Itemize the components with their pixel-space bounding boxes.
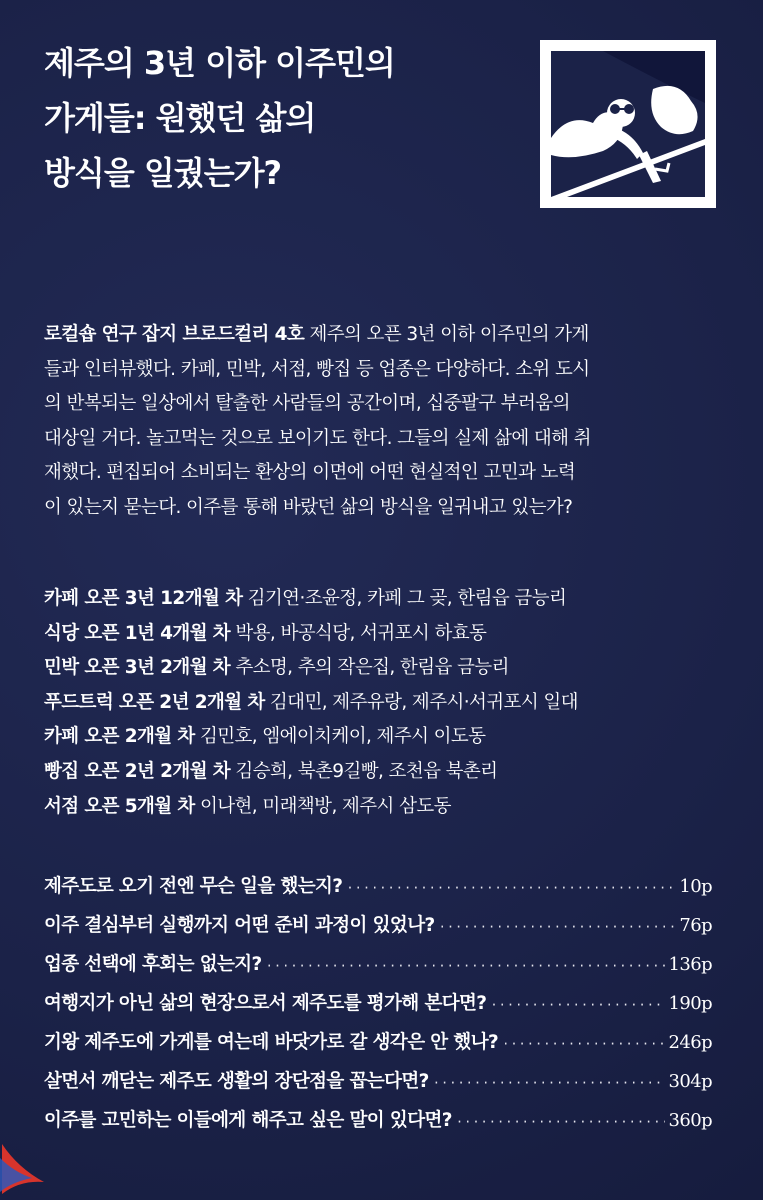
cover-illustration xyxy=(540,40,716,208)
running-figure-illustration xyxy=(543,43,713,205)
shop-item xyxy=(44,651,716,686)
toc-entry xyxy=(44,907,712,946)
title-line: 가게들: 원했던 삶의 xyxy=(44,99,316,137)
toc-leader-dots xyxy=(433,1064,665,1102)
toc-leader-dots xyxy=(490,986,664,1024)
shop-label: 푸드트럭 오픈 2년 2개월 차 xyxy=(44,691,265,713)
shop-detail: 김대민, 제주유랑, 제주시·서귀포시 일대 xyxy=(264,691,578,713)
shop-item xyxy=(44,755,716,790)
toc-entry xyxy=(44,1102,712,1141)
intro-line: 의 반복되는 일상에서 탈출한 사람들의 공간이며, 십중팔구 부러움의 xyxy=(44,393,570,414)
shop-label: 민박 오픈 3년 2개월 차 xyxy=(44,657,231,679)
toc-page-number: 360p xyxy=(668,1110,712,1131)
shop-detail: 김기연·조윤정, 카페 그 곶, 한림읍 금능리 xyxy=(242,588,567,609)
shop-item xyxy=(44,720,716,755)
watermark-swoosh-icon xyxy=(0,1138,46,1196)
toc-page-number: 76p xyxy=(679,915,712,936)
intro-line: 들과 인터뷰했다. 카페, 민박, 서점, 빵집 등 업종은 다양하다. 소위 도시 xyxy=(44,358,590,380)
intro-line: 재했다. 편집되어 소비되는 환상의 이면에 어떤 현실적인 고민과 노력 xyxy=(44,462,576,483)
toc-entry xyxy=(44,1063,712,1102)
toc-leader-dots xyxy=(502,1025,664,1063)
shop-detail: 이나현, 미래책방, 제주시 삼도동 xyxy=(194,795,451,817)
shop-item xyxy=(44,617,716,652)
shop-item xyxy=(44,686,716,721)
toc-page-number: 10p xyxy=(679,876,712,897)
toc-entry xyxy=(44,946,712,985)
toc-question: 제주도로 오기 전엔 무슨 일을 했는지? xyxy=(44,876,343,897)
table-of-contents xyxy=(44,868,712,1141)
intro-line: 이 있는지 묻는다. 이주를 통해 바랐던 삶의 방식을 일궈내고 있는가? xyxy=(44,496,573,518)
toc-entry xyxy=(44,985,712,1024)
intro-line: 대상일 거다. 놀고먹는 것으로 보이기도 한다. 그들의 실제 삶에 대해 취 xyxy=(44,427,591,449)
toc-leader-dots xyxy=(346,869,675,907)
shop-label: 카페 오픈 2개월 차 xyxy=(44,726,195,748)
intro-paragraph xyxy=(44,318,716,525)
shop-item xyxy=(44,790,716,825)
toc-page-number: 304p xyxy=(668,1071,712,1092)
shop-label: 서점 오픈 5개월 차 xyxy=(44,795,195,817)
toc-page-number: 190p xyxy=(668,993,712,1014)
toc-question: 살면서 깨닫는 제주도 생활의 장단점을 꼽는다면? xyxy=(44,1071,429,1092)
toc-question: 여행지가 아닌 삶의 현장으로서 제주도를 평가해 본다면? xyxy=(44,993,487,1014)
shop-detail: 추소명, 추의 작은집, 한림읍 금능리 xyxy=(230,657,509,679)
magazine-name: 로컬숍 연구 잡지 브로드컬리 4호 xyxy=(44,324,305,345)
shop-label: 카페 오픈 3년 12개월 차 xyxy=(44,588,243,609)
toc-page-number: 246p xyxy=(668,1032,712,1053)
toc-leader-dots xyxy=(456,1103,665,1141)
toc-page-number: 136p xyxy=(668,954,712,975)
shop-item xyxy=(44,582,716,617)
shop-label: 식당 오픈 1년 4개월 차 xyxy=(44,622,231,644)
toc-leader-dots xyxy=(439,908,676,946)
toc-entry xyxy=(44,868,712,907)
book-title xyxy=(44,36,514,201)
toc-question: 이주를 고민하는 이들에게 해주고 싶은 말이 있다면? xyxy=(44,1110,452,1131)
toc-question: 기왕 제주도에 가게를 여는데 바닷가로 갈 생각은 안 했나? xyxy=(44,1032,499,1053)
shop-detail: 김민호, 엠에이치케이, 제주시 이도동 xyxy=(194,726,486,748)
toc-question: 이주 결심부터 실행까지 어떤 준비 과정이 있었나? xyxy=(44,915,435,936)
shop-detail: 김승희, 북촌9길빵, 조천읍 북촌리 xyxy=(230,760,498,782)
toc-leader-dots xyxy=(266,947,665,985)
toc-question: 업종 선택에 후회는 없는지? xyxy=(44,954,262,975)
shop-detail: 박용, 바공식당, 서귀포시 하효동 xyxy=(230,622,487,644)
shop-list xyxy=(44,582,716,824)
intro-line: 제주의 오픈 3년 이하 이주민의 가게 xyxy=(304,324,589,345)
toc-entry xyxy=(44,1024,712,1063)
shop-label: 빵집 오픈 2년 2개월 차 xyxy=(44,760,231,782)
title-line: 방식을 일궜는가? xyxy=(44,154,282,192)
title-line: 제주의 3년 이하 이주민의 xyxy=(44,44,395,82)
